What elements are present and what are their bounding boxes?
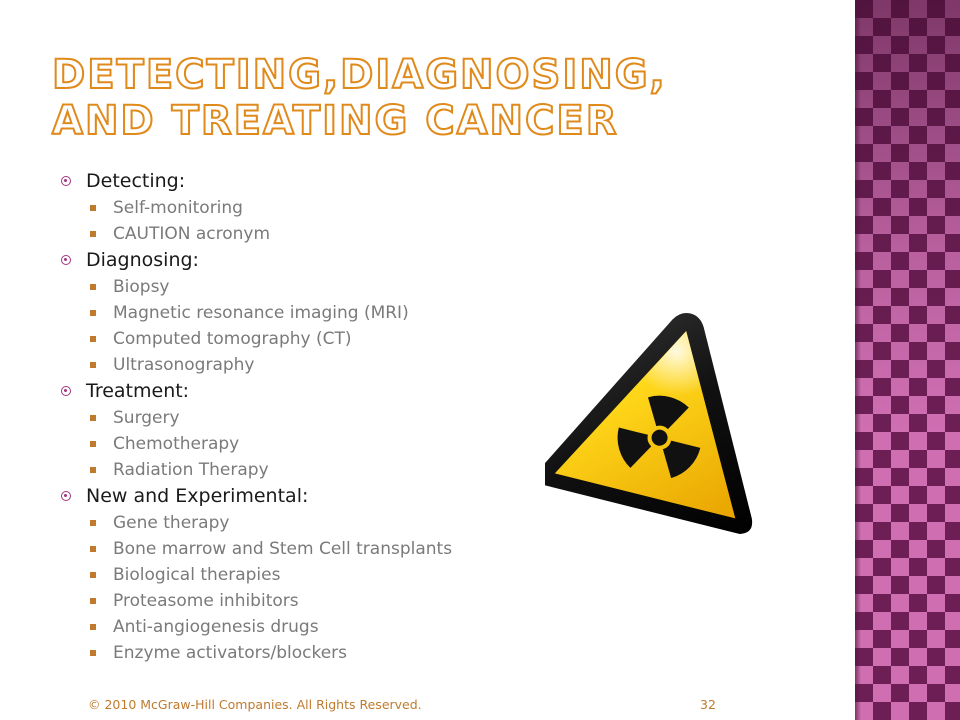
section-heading (60, 483, 530, 510)
list-item-text: Chemotherapy (113, 434, 240, 454)
square-bullet-icon (90, 284, 96, 290)
section-heading (60, 378, 530, 405)
section-heading (60, 247, 530, 274)
circle-bullet-icon (61, 386, 71, 396)
square-bullet-icon (90, 441, 96, 447)
circle-bullet-icon (61, 176, 71, 186)
section-label: Detecting: (86, 170, 186, 192)
list-item (60, 405, 530, 431)
list-item (60, 221, 530, 247)
list-item-text: Ultrasonography (113, 355, 255, 375)
list-item (60, 536, 530, 562)
list-item (60, 457, 530, 483)
list-item-text: Biological therapies (113, 565, 281, 585)
section-label: Diagnosing: (86, 249, 199, 271)
list-item-text: Gene therapy (113, 513, 230, 533)
square-bullet-icon (90, 598, 96, 604)
list-item (60, 431, 530, 457)
list-item (60, 510, 530, 536)
decorative-side-panel (855, 0, 960, 720)
square-bullet-icon (90, 336, 96, 342)
square-bullet-icon (90, 624, 96, 630)
list-item-text: Surgery (113, 408, 180, 428)
list-item-text: Enzyme activators/blockers (113, 643, 347, 663)
square-bullet-icon (90, 205, 96, 211)
list-item (60, 562, 530, 588)
circle-bullet-icon (61, 491, 71, 501)
list-item-text: Self-monitoring (113, 198, 243, 218)
list-item-text: Radiation Therapy (113, 460, 269, 480)
square-bullet-icon (90, 231, 96, 237)
list-item-text: Bone marrow and Stem Cell transplants (113, 539, 453, 559)
radiation-warning-icon (545, 298, 780, 543)
square-bullet-icon (90, 572, 96, 578)
list-item-text: Proteasome inhibitors (113, 591, 299, 611)
square-bullet-icon (90, 362, 96, 368)
slide-title: DETECTING,DIAGNOSING, AND TREATING CANCER (52, 52, 667, 144)
square-bullet-icon (90, 415, 96, 421)
list-item (60, 640, 530, 666)
list-item-text: Computed tomography (CT) (113, 329, 352, 349)
page-number: 32 (700, 697, 716, 712)
list-item-text: CAUTION acronym (113, 224, 271, 244)
square-bullet-icon (90, 467, 96, 473)
list-item (60, 352, 530, 378)
list-item (60, 326, 530, 352)
square-bullet-icon (90, 546, 96, 552)
section-label: Treatment: (86, 380, 190, 402)
bullet-list (60, 168, 530, 666)
list-item-text: Magnetic resonance imaging (MRI) (113, 303, 409, 323)
section-label: New and Experimental: (86, 485, 309, 507)
list-item (60, 588, 530, 614)
list-item (60, 195, 530, 221)
list-item (60, 300, 530, 326)
list-item-text: Biopsy (113, 277, 170, 297)
list-item (60, 274, 530, 300)
section-heading (60, 168, 530, 195)
copyright-footer: © 2010 McGraw-Hill Companies. All Rights Reserved. (88, 697, 422, 712)
list-item (60, 614, 530, 640)
square-bullet-icon (90, 310, 96, 316)
square-bullet-icon (90, 650, 96, 656)
circle-bullet-icon (61, 255, 71, 265)
list-item-text: Anti-angiogenesis drugs (113, 617, 319, 637)
square-bullet-icon (90, 520, 96, 526)
